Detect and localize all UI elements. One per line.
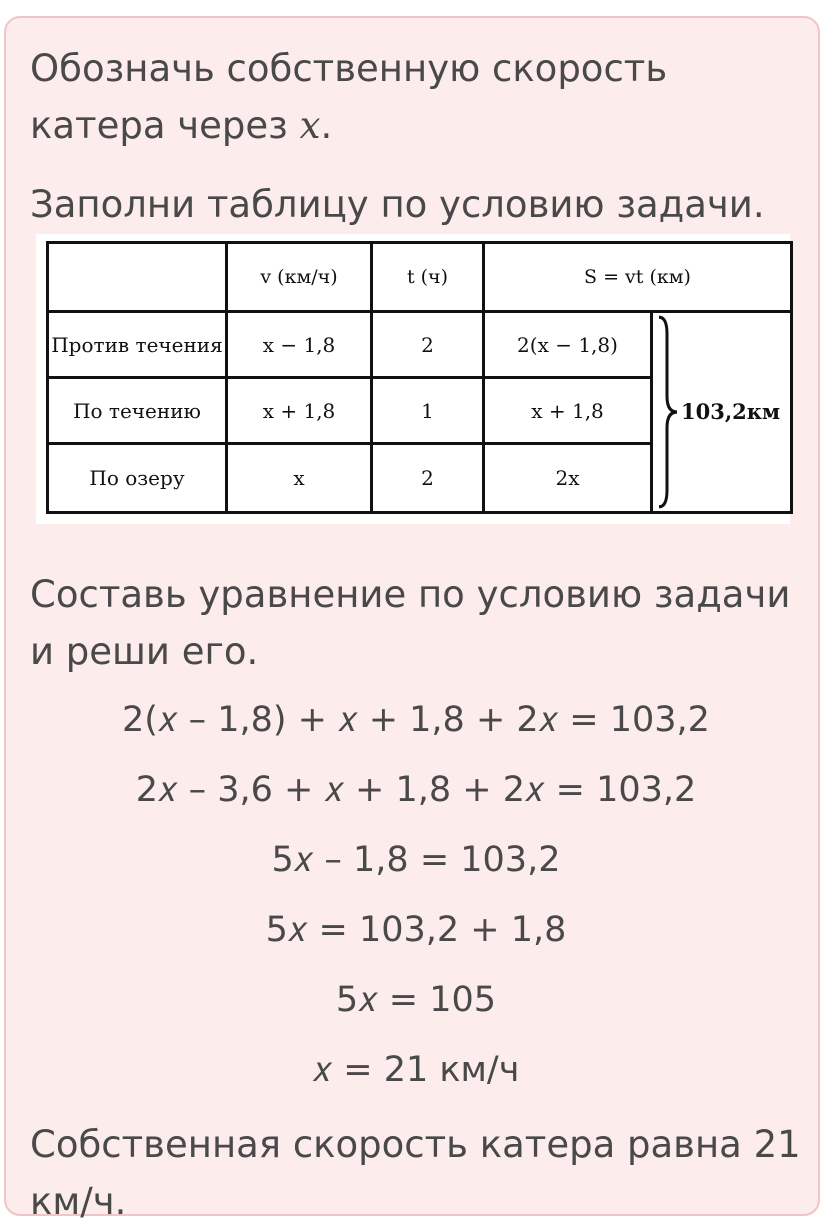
variable-x: x — [299, 104, 321, 147]
equation-line: 5𝑥 = 103,2 + 1,8 — [265, 910, 567, 950]
task-text: Составь уравнение по условию задачи и реши его. — [30, 573, 791, 673]
equation-line: 2𝑥 – 3,6 + 𝑥 + 1,8 + 2𝑥 = 103,2 — [135, 770, 697, 810]
equation-line: 5𝑥 = 105 — [335, 980, 497, 1020]
equation-line: 2(𝑥 – 1,8) + 𝑥 + 1,8 + 2𝑥 = 103,2 — [122, 700, 710, 740]
cell-distance: 2(x − 1,8) — [484, 312, 652, 378]
cell-time: 2 — [372, 312, 484, 378]
answer-text: Собственная скорость катера равна 21 км/ч. — [30, 1123, 801, 1223]
cell-speed: x − 1,8 — [227, 312, 372, 378]
equation-line: 5𝑥 – 1,8 = 103,2 — [271, 840, 561, 880]
intro-text: Обозначь собственную скорость катера через x. — [30, 47, 668, 147]
row-label: Против течения — [48, 312, 227, 378]
table-header-row — [48, 243, 792, 312]
header-time: t (ч) — [372, 243, 484, 312]
cell-time: 2 — [372, 444, 484, 513]
header-distance: S = vt (км) — [484, 243, 792, 312]
table-image — [36, 234, 790, 524]
cell-time: 1 — [372, 378, 484, 444]
row-label: По озеру — [48, 444, 227, 513]
table-row — [48, 312, 792, 378]
total-distance: 103,2км — [681, 399, 781, 424]
header-empty — [48, 243, 227, 312]
cell-speed: x + 1,8 — [227, 378, 372, 444]
cell-speed: x — [227, 444, 372, 513]
cell-distance: 2x — [484, 444, 652, 513]
equation-line: 𝑥 = 21 км/ч — [312, 1050, 520, 1090]
total-distance-cell — [652, 312, 792, 513]
cell-distance: x + 1,8 — [484, 378, 652, 444]
header-speed: v (км/ч) — [227, 243, 372, 312]
row-label: По течению — [48, 378, 227, 444]
motion-table — [46, 241, 793, 514]
solution-card — [4, 16, 820, 1223]
instruction-text: Заполни таблицу по условию задачи. — [30, 183, 765, 226]
